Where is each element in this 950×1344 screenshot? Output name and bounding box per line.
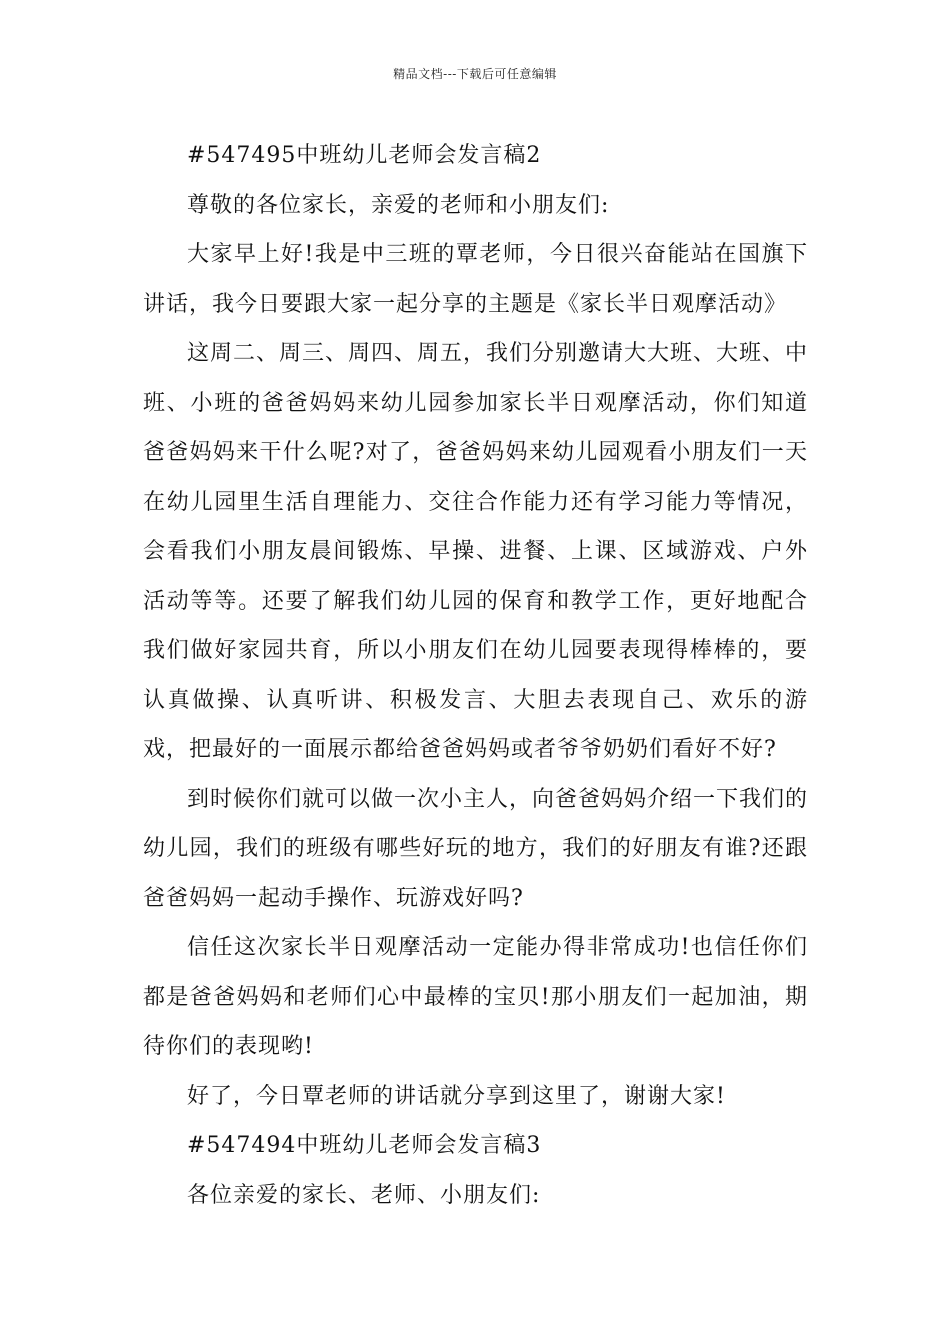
paragraph-host: 到时候你们就可以做一次小主人，向爸爸妈妈介绍一下我们的幼儿园，我们的班级有哪些好玩的地方，我们的好朋友有谁?还跟爸爸妈妈一起动手操作、玩游戏好吗?: [143, 786, 809, 911]
salutation-3: 各位亲爱的家长、老师、小朋友们:: [187, 1182, 541, 1208]
paragraph-trust: 信任这次家长半日观摩活动一定能办得非常成功!也信任你们都是爸爸妈妈和老师们心中最棒的宝贝!那小朋友们一起加油，期待你们的表现哟!: [143, 935, 808, 1059]
section-title-2: #547495中班幼儿老师会发言稿2: [187, 143, 542, 168]
paragraph-greeting: 大家早上好!我是中三班的覃老师，今日很兴奋能站在国旗下讲话，我今日要跟大家一起分享的主题是《家长半日观摩活动》: [143, 242, 808, 317]
paragraph-activity: 这周二、周三、周四、周五，我们分别邀请大大班、大班、中班、小班的爸爸妈妈来幼儿园参加家长半日观摩活动，你们知道爸爸妈妈来干什么呢?对了，爸爸妈妈来幼儿园观看小朋友们一天在幼儿园里生活自理能力、交往合作能力还有学习能力等情况，会看我们小朋友晨间锻炼、早操、进餐、上课、区域游戏、户外活动等等。还要了解我们幼儿园的保育和教学工作，更好地配合我们做好家园共育，所以小朋友们在幼儿园要表现得棒棒的，要认真做操、认真听讲、积极发言、大胆去表现自己、欢乐的游戏，把最好的一面展示都给爸爸妈妈或者爷爷奶奶们看好不好?: [143, 341, 809, 762]
paragraph-closing: 好了，今日覃老师的讲话就分享到这里了，谢谢大家!: [187, 1083, 726, 1109]
salutation: 尊敬的各位家长，亲爱的老师和小朋友们:: [187, 192, 610, 218]
document-body: [143, 131, 808, 1220]
section-title-3: #547494中班幼儿老师会发言稿3: [187, 1133, 542, 1158]
page-header: 精品文档---下载后可任意编辑: [393, 67, 557, 81]
